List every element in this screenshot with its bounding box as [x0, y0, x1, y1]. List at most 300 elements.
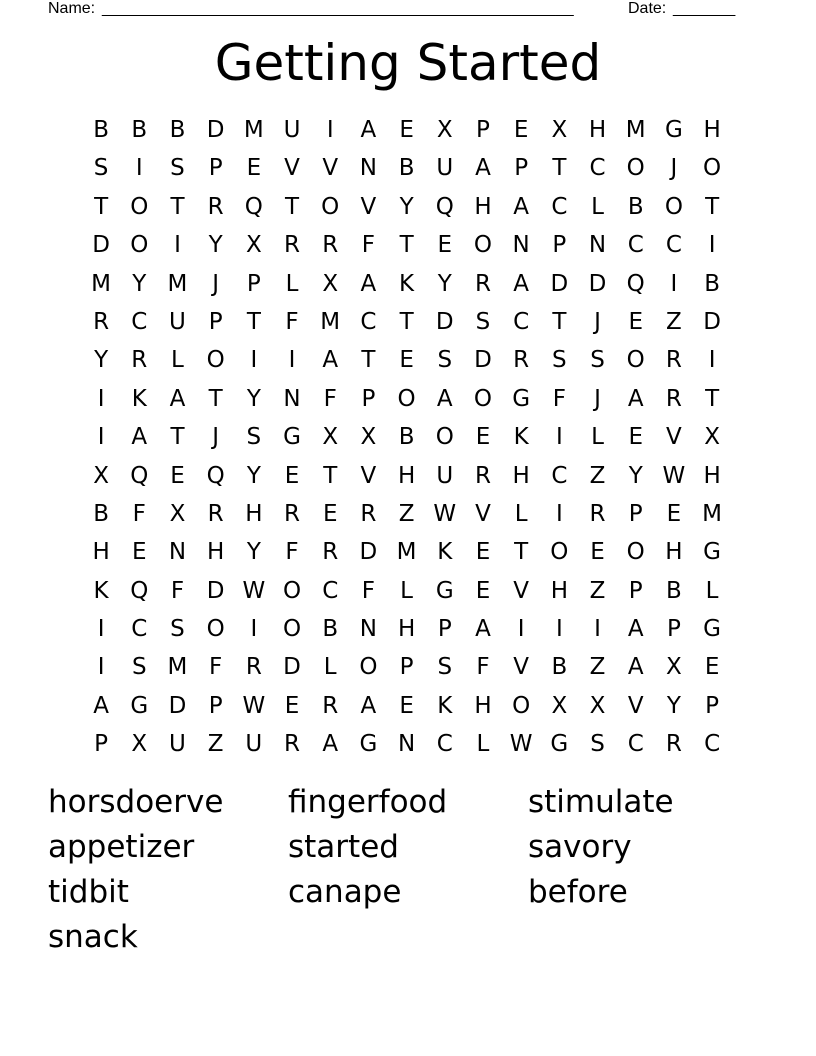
grid-letter[interactable]: R: [322, 692, 339, 719]
grid-letter[interactable]: H: [703, 117, 721, 143]
grid-letter[interactable]: T: [552, 155, 567, 182]
grid-letter[interactable]: U: [169, 731, 186, 758]
grid-letter[interactable]: T: [399, 232, 414, 259]
grid-letter[interactable]: H: [474, 193, 492, 220]
grid-letter[interactable]: O: [435, 424, 454, 451]
grid-letter[interactable]: I: [326, 117, 334, 143]
grid-letter[interactable]: W: [662, 462, 686, 489]
grid-letter[interactable]: Y: [666, 692, 681, 719]
grid-letter[interactable]: S: [437, 347, 453, 374]
grid-letter[interactable]: R: [474, 270, 491, 297]
grid-letter[interactable]: D: [206, 117, 225, 143]
grid-letter[interactable]: O: [321, 193, 340, 220]
grid-letter[interactable]: K: [131, 385, 147, 412]
grid-letter[interactable]: A: [322, 731, 339, 758]
grid-letter[interactable]: S: [170, 616, 185, 643]
grid-letter[interactable]: H: [397, 616, 416, 643]
word-list-item: stimulate: [528, 784, 674, 820]
grid-letter[interactable]: E: [628, 424, 643, 451]
grid-letter[interactable]: O: [359, 654, 378, 681]
grid-letter[interactable]: A: [131, 424, 148, 451]
grid-letter[interactable]: P: [705, 692, 720, 719]
grid-letter[interactable]: T: [170, 424, 185, 451]
grid-letter[interactable]: H: [397, 462, 416, 489]
grid-letter[interactable]: R: [284, 500, 301, 527]
grid-letter[interactable]: G: [550, 731, 569, 758]
grid-letter[interactable]: I: [97, 385, 105, 412]
grid-letter[interactable]: X: [322, 424, 339, 451]
grid-letter[interactable]: O: [550, 539, 569, 566]
grid-letter[interactable]: U: [436, 462, 454, 489]
grid-letter[interactable]: G: [703, 616, 721, 643]
grid-letter[interactable]: R: [474, 462, 491, 489]
grid-letter[interactable]: M: [243, 117, 264, 143]
grid-letter[interactable]: X: [169, 500, 186, 527]
grid-letter[interactable]: A: [436, 385, 453, 412]
grid-letter[interactable]: X: [245, 232, 262, 259]
grid-letter[interactable]: Y: [246, 462, 261, 489]
grid-letter[interactable]: V: [627, 692, 644, 719]
grid-letter[interactable]: G: [703, 539, 721, 566]
grid-letter[interactable]: F: [361, 232, 376, 259]
grid-letter[interactable]: P: [476, 117, 490, 143]
grid-letter[interactable]: I: [288, 347, 296, 374]
word-list-item: canape: [288, 874, 402, 910]
grid-letter[interactable]: G: [359, 731, 378, 758]
grid-letter[interactable]: I: [555, 500, 563, 527]
grid-letter[interactable]: E: [246, 155, 262, 182]
grid-letter[interactable]: O: [206, 616, 225, 643]
grid-letter[interactable]: I: [97, 616, 105, 643]
grid-letter[interactable]: V: [322, 155, 339, 182]
grid-letter[interactable]: Y: [628, 462, 643, 489]
grid-letter[interactable]: L: [400, 577, 413, 604]
grid-letter[interactable]: K: [437, 539, 453, 566]
grid-letter[interactable]: G: [130, 692, 149, 719]
grid-letter[interactable]: H: [588, 117, 607, 143]
grid-letter[interactable]: O: [206, 347, 225, 374]
grid-letter[interactable]: P: [208, 308, 223, 335]
header-line: [48, 0, 748, 20]
grid-letter[interactable]: O: [626, 539, 645, 566]
grid-letter[interactable]: L: [591, 424, 604, 451]
grid-letter[interactable]: P: [361, 385, 376, 412]
grid-letter[interactable]: E: [590, 539, 605, 566]
grid-letter[interactable]: C: [704, 731, 721, 758]
grid-letter[interactable]: B: [398, 155, 415, 182]
grid-letter[interactable]: I: [708, 347, 716, 374]
grid-letter[interactable]: A: [360, 692, 377, 719]
grid-letter[interactable]: N: [283, 385, 301, 412]
grid-letter[interactable]: H: [512, 462, 530, 489]
grid-letter[interactable]: E: [475, 424, 491, 451]
grid-letter[interactable]: R: [589, 500, 606, 527]
grid-letter[interactable]: T: [705, 193, 720, 220]
grid-letter[interactable]: A: [93, 692, 109, 719]
grid-letter[interactable]: V: [513, 577, 530, 604]
grid-letter[interactable]: A: [513, 193, 530, 220]
grid-letter[interactable]: M: [625, 117, 646, 143]
grid-letter[interactable]: R: [322, 539, 339, 566]
grid-letter[interactable]: B: [704, 270, 720, 297]
grid-letter[interactable]: G: [283, 424, 301, 451]
grid-letter[interactable]: H: [703, 462, 721, 489]
grid-letter[interactable]: B: [169, 117, 186, 143]
grid-letter[interactable]: D: [206, 577, 225, 604]
grid-letter[interactable]: Q: [244, 193, 263, 220]
grid-letter[interactable]: P: [437, 616, 452, 643]
grid-letter[interactable]: P: [628, 500, 643, 527]
grid-letter[interactable]: E: [704, 654, 720, 681]
grid-letter[interactable]: Y: [246, 385, 261, 412]
grid-letter[interactable]: O: [512, 692, 531, 719]
grid-letter[interactable]: C: [589, 155, 606, 182]
grid-letter[interactable]: R: [360, 500, 377, 527]
grid-letter[interactable]: F: [476, 654, 490, 681]
grid-letter[interactable]: I: [135, 155, 143, 182]
grid-letter[interactable]: Y: [437, 270, 452, 297]
grid-letter[interactable]: J: [594, 308, 601, 335]
grid-letter[interactable]: C: [360, 308, 377, 335]
grid-letter[interactable]: S: [590, 347, 605, 374]
grid-letter[interactable]: Q: [130, 577, 149, 604]
grid-letter[interactable]: N: [168, 539, 187, 566]
grid-letter[interactable]: I: [97, 424, 105, 451]
grid-letter[interactable]: Y: [208, 232, 223, 259]
grid-letter[interactable]: E: [475, 539, 491, 566]
grid-letter[interactable]: Y: [94, 347, 109, 374]
grid-letter[interactable]: X: [551, 117, 568, 143]
grid-letter[interactable]: T: [323, 462, 338, 489]
grid-letter[interactable]: Z: [398, 500, 415, 527]
grid-letter[interactable]: R: [665, 731, 682, 758]
grid-letter[interactable]: U: [169, 308, 186, 335]
grid-letter[interactable]: D: [92, 232, 110, 259]
grid-letter[interactable]: Q: [206, 462, 225, 489]
grid-letter[interactable]: M: [702, 500, 723, 527]
grid-letter[interactable]: X: [551, 692, 568, 719]
grid-letter[interactable]: O: [130, 232, 149, 259]
grid-letter[interactable]: C: [551, 462, 568, 489]
word-list-item: appetizer: [48, 829, 195, 865]
grid-letter[interactable]: A: [475, 155, 491, 182]
grid-letter[interactable]: V: [666, 424, 682, 451]
grid-letter[interactable]: E: [628, 308, 643, 335]
grid-letter[interactable]: E: [399, 117, 414, 143]
grid-letter[interactable]: N: [359, 155, 378, 182]
grid-letter[interactable]: T: [170, 193, 185, 220]
grid-letter[interactable]: R: [513, 347, 530, 374]
grid-letter[interactable]: C: [513, 308, 530, 335]
grid-letter[interactable]: O: [397, 385, 416, 412]
grid-letter[interactable]: R: [207, 193, 224, 220]
grid-letter[interactable]: Y: [246, 539, 261, 566]
grid-letter[interactable]: E: [399, 347, 414, 374]
grid-letter[interactable]: O: [626, 347, 645, 374]
grid-letter[interactable]: U: [436, 155, 454, 182]
grid-letter[interactable]: M: [167, 654, 188, 681]
grid-letter[interactable]: W: [242, 692, 266, 719]
grid-letter[interactable]: P: [552, 232, 567, 259]
grid-letter[interactable]: R: [245, 654, 262, 681]
grid-letter[interactable]: T: [399, 308, 414, 335]
grid-letter[interactable]: K: [93, 577, 109, 604]
grid-letter[interactable]: D: [588, 270, 607, 297]
grid-letter[interactable]: S: [437, 654, 453, 681]
grid-letter[interactable]: C: [627, 232, 644, 259]
grid-letter[interactable]: T: [285, 193, 300, 220]
grid-letter[interactable]: I: [555, 616, 563, 643]
grid-letter[interactable]: L: [476, 731, 490, 758]
grid-letter[interactable]: S: [93, 155, 109, 182]
grid-letter[interactable]: R: [93, 308, 110, 335]
grid-letter[interactable]: Z: [666, 308, 682, 335]
grid-letter[interactable]: R: [284, 232, 301, 259]
grid-letter[interactable]: O: [473, 232, 493, 259]
grid-letter[interactable]: L: [323, 654, 337, 681]
grid-letter[interactable]: R: [131, 347, 148, 374]
grid-letter[interactable]: H: [665, 539, 683, 566]
word-search-grid: [82, 111, 731, 764]
grid-letter[interactable]: H: [474, 692, 492, 719]
grid-letter[interactable]: A: [475, 616, 491, 643]
grid-letter[interactable]: M: [396, 539, 417, 566]
name-blank-line: _____________________________________________________: [102, 0, 574, 17]
grid-letter[interactable]: D: [359, 539, 378, 566]
grid-letter[interactable]: X: [436, 117, 453, 143]
grid-letter[interactable]: F: [209, 654, 223, 681]
grid-letter[interactable]: C: [436, 731, 453, 758]
grid-letter[interactable]: S: [475, 308, 491, 335]
grid-letter[interactable]: F: [323, 385, 337, 412]
grid-letter[interactable]: P: [399, 654, 414, 681]
grid-letter[interactable]: E: [475, 577, 491, 604]
grid-letter[interactable]: S: [131, 654, 147, 681]
grid-letter[interactable]: W: [433, 500, 457, 527]
grid-letter[interactable]: M: [167, 270, 188, 297]
grid-letter[interactable]: G: [512, 385, 531, 412]
grid-letter[interactable]: I: [670, 270, 678, 297]
grid-letter[interactable]: D: [474, 347, 492, 374]
grid-letter[interactable]: S: [170, 155, 185, 182]
grid-letter[interactable]: H: [550, 577, 568, 604]
grid-letter[interactable]: E: [132, 539, 147, 566]
grid-letter[interactable]: P: [208, 692, 223, 719]
grid-letter[interactable]: K: [399, 270, 415, 297]
grid-letter[interactable]: B: [398, 424, 415, 451]
grid-letter[interactable]: U: [245, 731, 263, 758]
grid-letter[interactable]: Z: [589, 462, 606, 489]
grid-letter[interactable]: P: [94, 731, 109, 758]
grid-letter[interactable]: S: [590, 731, 605, 758]
grid-letter[interactable]: B: [93, 500, 109, 527]
grid-letter[interactable]: Y: [132, 270, 147, 297]
grid-letter[interactable]: X: [666, 654, 682, 681]
grid-letter[interactable]: I: [97, 654, 105, 681]
grid-letter[interactable]: P: [514, 155, 529, 182]
grid-letter[interactable]: J: [670, 155, 678, 182]
grid-letter[interactable]: Z: [589, 577, 606, 604]
grid-letter[interactable]: B: [551, 654, 568, 681]
grid-letter[interactable]: Z: [207, 731, 224, 758]
grid-letter[interactable]: I: [708, 232, 716, 259]
grid-letter[interactable]: F: [361, 577, 376, 604]
grid-letter[interactable]: X: [93, 462, 109, 489]
grid-letter[interactable]: T: [94, 193, 109, 220]
grid-letter[interactable]: L: [285, 270, 299, 297]
grid-letter[interactable]: F: [170, 577, 185, 604]
grid-letter[interactable]: B: [627, 193, 644, 220]
grid-letter[interactable]: I: [517, 616, 525, 643]
grid-letter[interactable]: E: [284, 462, 300, 489]
grid-letter[interactable]: N: [588, 232, 607, 259]
grid-letter[interactable]: L: [171, 347, 184, 374]
grid-letter[interactable]: E: [284, 692, 300, 719]
date-blank-line: _______: [673, 0, 736, 17]
grid-letter[interactable]: K: [437, 692, 453, 719]
grid-letter[interactable]: V: [284, 155, 300, 182]
grid-letter[interactable]: Y: [399, 193, 414, 220]
grid-letter[interactable]: F: [132, 500, 146, 527]
grid-letter[interactable]: M: [91, 270, 112, 297]
grid-letter[interactable]: I: [174, 232, 181, 259]
grid-letter[interactable]: A: [627, 654, 644, 681]
grid-letter[interactable]: A: [322, 347, 339, 374]
grid-letter[interactable]: O: [130, 193, 149, 220]
grid-letter[interactable]: D: [550, 270, 569, 297]
grid-letter[interactable]: O: [664, 193, 683, 220]
grid-letter[interactable]: S: [552, 347, 567, 374]
grid-letter[interactable]: T: [552, 308, 567, 335]
grid-letter[interactable]: R: [207, 500, 224, 527]
grid-letter[interactable]: Q: [130, 462, 149, 489]
grid-letter[interactable]: V: [360, 193, 377, 220]
grid-letter[interactable]: O: [282, 577, 302, 604]
grid-letter[interactable]: O: [703, 155, 722, 182]
grid-letter[interactable]: E: [399, 692, 414, 719]
grid-letter[interactable]: X: [704, 424, 720, 451]
grid-letter[interactable]: F: [285, 539, 299, 566]
grid-letter[interactable]: H: [92, 539, 110, 566]
grid-letter[interactable]: C: [131, 308, 148, 335]
grid-letter[interactable]: N: [397, 731, 416, 758]
grid-letter[interactable]: P: [666, 616, 681, 643]
grid-letter[interactable]: X: [322, 270, 339, 297]
grid-letter[interactable]: A: [513, 270, 530, 297]
grid-letter[interactable]: T: [246, 308, 261, 335]
grid-letter[interactable]: P: [628, 577, 643, 604]
grid-letter[interactable]: Z: [589, 654, 606, 681]
grid-letter[interactable]: T: [514, 539, 529, 566]
grid-letter[interactable]: B: [131, 117, 148, 143]
grid-letter[interactable]: Q: [435, 193, 454, 220]
grid-letter[interactable]: V: [513, 654, 530, 681]
grid-letter[interactable]: R: [665, 385, 682, 412]
grid-letter[interactable]: K: [513, 424, 529, 451]
grid-letter[interactable]: L: [591, 193, 604, 220]
grid-letter[interactable]: A: [360, 117, 377, 143]
grid-letter[interactable]: E: [170, 462, 185, 489]
grid-letter[interactable]: B: [666, 577, 682, 604]
grid-letter[interactable]: H: [207, 539, 225, 566]
grid-letter[interactable]: C: [322, 577, 339, 604]
grid-letter[interactable]: A: [169, 385, 186, 412]
grid-letter[interactable]: R: [665, 347, 682, 374]
grid-letter[interactable]: C: [131, 616, 148, 643]
grid-letter[interactable]: T: [705, 385, 720, 412]
grid-letter[interactable]: T: [361, 347, 376, 374]
grid-letter[interactable]: N: [359, 616, 378, 643]
grid-letter[interactable]: I: [250, 347, 258, 374]
grid-letter[interactable]: D: [283, 654, 301, 681]
grid-letter[interactable]: O: [282, 616, 302, 643]
grid-letter[interactable]: T: [208, 385, 223, 412]
grid-letter[interactable]: G: [435, 577, 454, 604]
grid-letter[interactable]: I: [250, 616, 258, 643]
grid-letter[interactable]: D: [168, 692, 187, 719]
grid-letter[interactable]: O: [626, 155, 645, 182]
grid-letter[interactable]: E: [437, 232, 453, 259]
grid-letter[interactable]: D: [435, 308, 454, 335]
grid-letter[interactable]: I: [594, 616, 601, 643]
word-list-item: snack: [48, 919, 138, 955]
grid-letter[interactable]: C: [627, 731, 644, 758]
grid-letter[interactable]: D: [703, 308, 721, 335]
grid-letter[interactable]: V: [360, 462, 377, 489]
grid-letter[interactable]: C: [551, 193, 568, 220]
grid-letter[interactable]: A: [627, 616, 644, 643]
grid-letter[interactable]: P: [208, 155, 223, 182]
grid-letter[interactable]: J: [594, 385, 601, 412]
grid-letter[interactable]: I: [555, 424, 563, 451]
grid-letter[interactable]: N: [512, 232, 530, 259]
grid-letter[interactable]: B: [93, 117, 109, 143]
grid-letter[interactable]: P: [246, 270, 261, 297]
word-list-item: fingerfood: [288, 784, 448, 820]
grid-letter[interactable]: U: [283, 117, 301, 143]
grid-letter[interactable]: L: [514, 500, 528, 527]
grid-letter[interactable]: J: [212, 424, 220, 451]
grid-letter[interactable]: M: [320, 308, 341, 335]
grid-letter[interactable]: X: [360, 424, 377, 451]
grid-letter[interactable]: J: [212, 270, 220, 297]
grid-letter[interactable]: E: [666, 500, 682, 527]
grid-letter[interactable]: L: [705, 577, 719, 604]
grid-letter[interactable]: W: [242, 577, 266, 604]
grid-letter[interactable]: F: [552, 385, 566, 412]
grid-letter[interactable]: B: [322, 616, 339, 643]
grid-letter[interactable]: R: [322, 232, 339, 259]
grid-letter[interactable]: X: [131, 731, 148, 758]
grid-letter[interactable]: X: [589, 692, 606, 719]
grid-letter[interactable]: E: [322, 500, 338, 527]
grid-letter[interactable]: R: [284, 731, 301, 758]
grid-letter[interactable]: A: [360, 270, 377, 297]
grid-letter[interactable]: C: [665, 232, 682, 259]
date-label: Date:: [628, 0, 667, 17]
grid-letter[interactable]: F: [285, 308, 299, 335]
grid-letter[interactable]: W: [509, 731, 533, 758]
grid-letter[interactable]: Q: [626, 270, 645, 297]
grid-letter[interactable]: E: [513, 117, 529, 143]
grid-letter[interactable]: A: [627, 385, 644, 412]
grid-letter[interactable]: V: [475, 500, 491, 527]
grid-letter[interactable]: O: [473, 385, 493, 412]
grid-letter[interactable]: G: [664, 117, 683, 143]
grid-letter[interactable]: H: [245, 500, 263, 527]
grid-letter[interactable]: S: [246, 424, 262, 451]
name-label: Name:: [48, 0, 96, 17]
